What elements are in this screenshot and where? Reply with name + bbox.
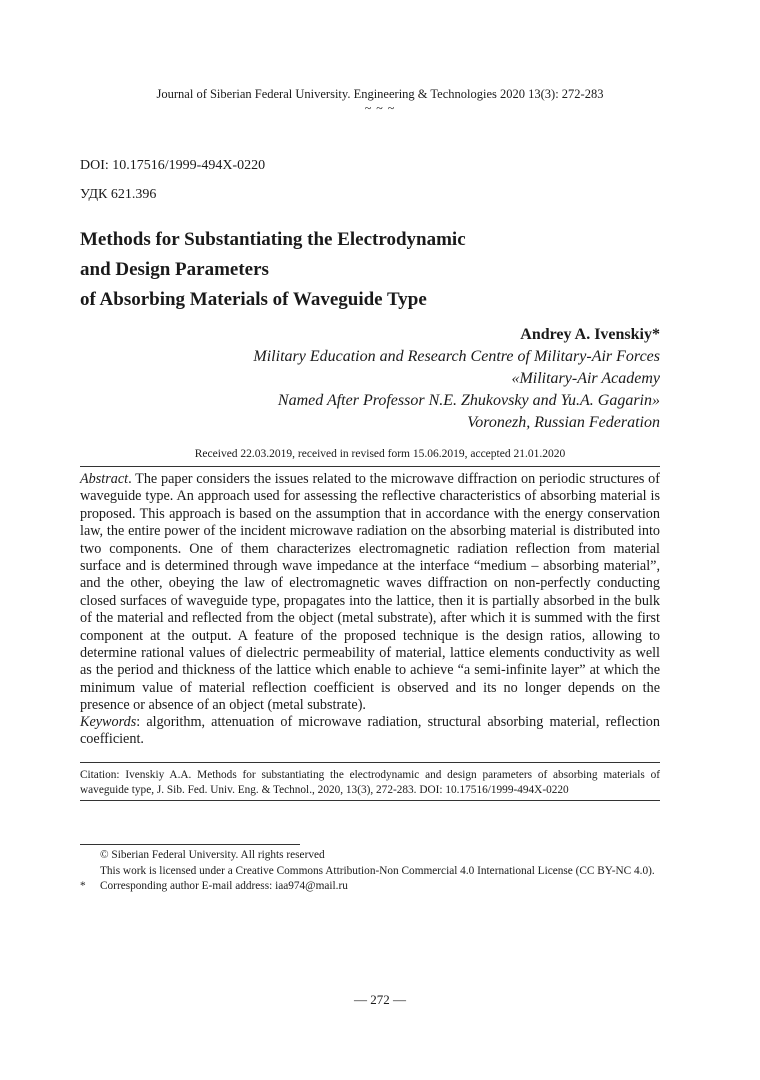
asterisk-mark: * [80,880,86,892]
header-ornament: ~ ~ ~ [364,101,396,115]
journal-header: Journal of Siberian Federal University. Engineering & Technologies 2020 13(3): 272-283 [156,87,604,101]
doi-line[interactable]: DOI: 10.17516/1999-494X-0220 [80,158,266,173]
page-number: — 272 — [354,992,406,1007]
keywords-label: Keywords [80,714,137,730]
citation: Citation: Ivenskiy A.A. Methods for substantiating the electrodynamic and design parameters of absorbing materials of waveguide type, J. Sib. Fed. Univ. Eng. & Technol., 2020, 13(3), 272-283. DOI: 10.17516/1999-494X-0220 [80,769,660,796]
copyright-text: © Siberian Federal University. All rights reserved [100,849,325,861]
affiliation-line: Military Education and Research Centre of Military-Air Forces [253,348,660,365]
abstract-label: Abstract [80,471,129,487]
title-line: Methods for Substantiating the Electrodynamic [80,229,466,250]
received-dates: Received 22.03.2019, received in revised form 15.06.2019, accepted 21.01.2020 [194,448,566,460]
divider [80,800,660,801]
title-line: and Design Parameters [80,259,269,280]
abstract-text: . The paper considers the issues related to the microwave diffraction on periodic structures of waveguide type. An approach used for assessing the reflective characteristics of absorbing material is proposed. This approach is based on the assumption that in accordance with the energy conservation law, the entire power of the incident microwave radiation on the absorbing material is distributed into two components. One of them characterizes electromagnetic radiation reflection from material surface and is determined through wave impedance at the interface “medium – absorbing material”, and the other, obeying the law of electromagnetic waves diffraction on non-perfectly conducting closed surfaces of waveguide type, propagates into the lattice, then it is partially absorbed in the bulk of the material and reflected from the object (metal substrate), after which it is summed with the first component at the output. A feature of the proposed technique is the design ratios, allowing to determine rational values of dielectric permeability of material, lattice elements conductivity as well as the period and thickness of the lattice which enable to achieve “a semi-infinite layer” at which the minimum value of material reflection coefficient is observed and its no longer depends on the presence or absence of an object (metal substrate). [80,471,660,714]
udk-line: УДК 621.396 [80,187,157,202]
corresponding-email[interactable]: Corresponding author E-mail address: iaa974@mail.ru [100,880,348,892]
paper-title [80,225,680,315]
footnote-divider [80,844,300,845]
keywords-text: : algorithm, attenuation of microwave radiation, structural absorbing material, reflection coefficient. [80,714,660,748]
author-name: Andrey A. Ivenskiy* [520,326,660,343]
footnote-license [80,864,680,880]
footnote-corresponding [80,879,680,895]
author-block [100,324,660,434]
divider [80,466,660,467]
affiliation-line: Named After Professor N.E. Zhukovsky and Yu.A. Gagarin» [277,392,660,409]
license-text[interactable]: This work is licensed under a Creative Commons Attribution-Non Commercial 4.0 International License (CC BY-NC 4.0). [100,864,655,877]
footnotes [80,848,680,895]
affiliation-line: «Military-Air Academy [511,370,660,387]
footnote-copyright [80,848,680,864]
keywords [80,714,660,749]
abstract [80,471,660,715]
affiliation-line: Voronezh, Russian Federation [467,414,660,431]
divider [80,762,660,763]
title-line: of Absorbing Materials of Waveguide Type [80,289,427,310]
